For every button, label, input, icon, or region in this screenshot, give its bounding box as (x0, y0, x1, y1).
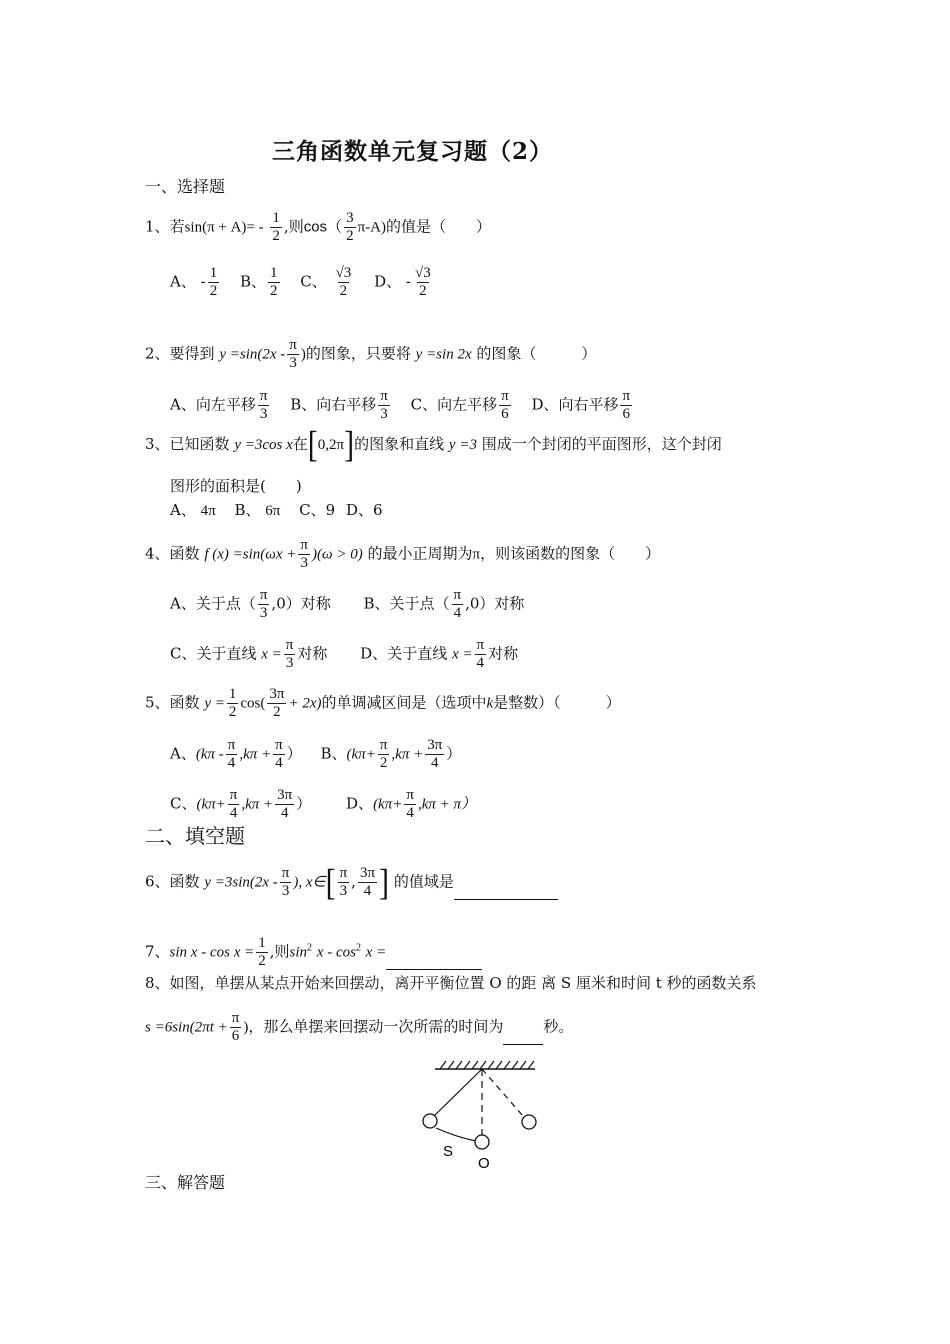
fraction: $\frac{1}{2}$ (258, 935, 266, 969)
section-heading-fill-blank: 二、填空题 (145, 824, 245, 848)
question-2: 2、要得到 y =sin(2x - $\frac{\pi}{3}$ )的图象，只要将 y =sin 2x 的图象（ ） (145, 337, 597, 371)
fraction: $\frac{\pi}{3}$ (300, 537, 308, 571)
fraction: $\frac{1}{2}$ (228, 686, 237, 720)
option-a: A、关于点（ $\frac{\pi}{3}$ ,0）对称 (170, 587, 331, 621)
fraction: $\frac{1}{2}$ (272, 210, 280, 244)
pendulum-string (434, 1069, 482, 1116)
question-1: 1、若sin(π + A)= - $\frac{1}{2}$ ,则cos（ $\frac{3}{2}$ π-A)的值是（ ） (145, 210, 491, 244)
question-5-options-cd (170, 787, 490, 822)
option-c: C、向左平移 $\frac{\pi}{6}$ (410, 388, 509, 422)
question-4: 4、函数 f (x) =sin(ωx + $\frac{\pi}{3}$ )(ω > 0) 的最小正周期为π，则该函数的图象（ ） (145, 537, 661, 571)
fraction: $\frac{3}{2}$ (346, 210, 354, 244)
option-b: B、(kπ+ $\frac{\pi}{2}$ ,kπ + $\frac{3\pi}{4}$ ） (320, 737, 462, 771)
option-d: D、 - $\frac{√3}{2}$ (374, 265, 431, 299)
option-b: B、 $\frac{1}{2}$ (239, 265, 278, 299)
question-2-options (170, 388, 648, 423)
option-c: C、关于直线 x = $\frac{\pi}{3}$ 对称 (170, 637, 328, 671)
question-7: 7、sin x - cos x = $\frac{1}{2}$ ,则$\sin^2 x - \cos^2 x$ = (145, 935, 482, 970)
option-b: B、向右平移 $\frac{\pi}{3}$ (290, 388, 388, 422)
option-d: D、(kπ+ $\frac{\pi}{4}$ ,kπ + π） (346, 787, 476, 821)
fraction: $\frac{\pi}{3}$ (281, 865, 290, 899)
question-6: 6、函数 y =3sin(2x - $\frac{\pi}{3}$ ), x∈[ $\frac{\pi}{3}$ , $\frac{3\pi}{4}$ ] 的值域是 (145, 865, 558, 900)
option-a: A、向左平移 $\frac{\pi}{3}$ (170, 388, 268, 422)
option-b: B、 6π (234, 501, 281, 519)
option-c: C、(kπ+ $\frac{\pi}{4}$ ,kπ + $\frac{3\pi}{4}$ ） (170, 787, 312, 821)
swing-path-line (482, 1069, 523, 1116)
question-1-options (170, 265, 449, 300)
right-bob (522, 1115, 536, 1129)
section-heading-answer: 三、解答题 (145, 1173, 226, 1192)
swing-arc (436, 1128, 476, 1141)
fraction: $\frac{3\pi}{2}$ (269, 686, 285, 720)
option-d: D、向右平移 $\frac{\pi}{6}$ (531, 388, 631, 422)
option-b: B、关于点（ $\frac{\pi}{4}$ ,0）对称 (363, 587, 525, 621)
option-d: D、6 (345, 501, 383, 519)
pendulum-figure (410, 1055, 550, 1180)
pendulum-bob (423, 1114, 437, 1128)
question-4-options-ab (170, 587, 538, 622)
answer-blank[interactable] (503, 1028, 543, 1045)
equilibrium-bob (475, 1135, 489, 1149)
fraction: $\frac{\pi}{3}$ (289, 337, 297, 371)
question-3-options (170, 500, 397, 521)
label-s: S (443, 1143, 454, 1160)
option-a: A、 4π (170, 501, 216, 519)
question-8-line-2: s =6sin(2πt + $\frac{\pi}{6}$ )，那么单摆来回摆动一次所需的时间为 秒。 (145, 1010, 574, 1044)
page-title: 三角函数单元复习题（2） (272, 138, 554, 165)
question-3-line-2: 图形的面积是( ) (170, 477, 302, 495)
question-5-options-ab (170, 737, 475, 772)
question-8-line-1: 8、如图，单摆从某点开始来回摆动，离开平衡位置 O 的距 离 S 厘米和时间 t 秒的函数关系 (145, 974, 757, 992)
option-c: C、9 (299, 501, 336, 519)
ceiling-hatch (440, 1061, 534, 1069)
question-3: 3、已知函数 y =3cos x在[0,2π]的图象和直线 y =3 围成一个封闭的平面图形，这个封闭 (145, 423, 722, 465)
label-o: O (478, 1155, 490, 1172)
option-a: A、(kπ - $\frac{\pi}{4}$ ,kπ + $\frac{\pi}{4}$ ） (170, 737, 302, 771)
question-4-options-cd (170, 637, 532, 672)
section-heading-choice: 一、选择题 (145, 177, 226, 196)
question-5: 5、函数 y = $\frac{1}{2}$ cos( $\frac{3\pi}{2}$ + 2x)的单调减区间是（选项中k是整数）（ ） (145, 686, 621, 720)
option-c: C、 $\frac{√3}{2}$ (300, 265, 352, 299)
answer-blank[interactable] (386, 953, 482, 970)
answer-blank[interactable] (454, 883, 558, 900)
option-a: A、 - $\frac{1}{2}$ (170, 265, 218, 299)
option-d: D、关于直线 x = $\frac{\pi}{4}$ 对称 (360, 637, 519, 671)
fraction: $\frac{\pi}{6}$ (231, 1010, 240, 1044)
